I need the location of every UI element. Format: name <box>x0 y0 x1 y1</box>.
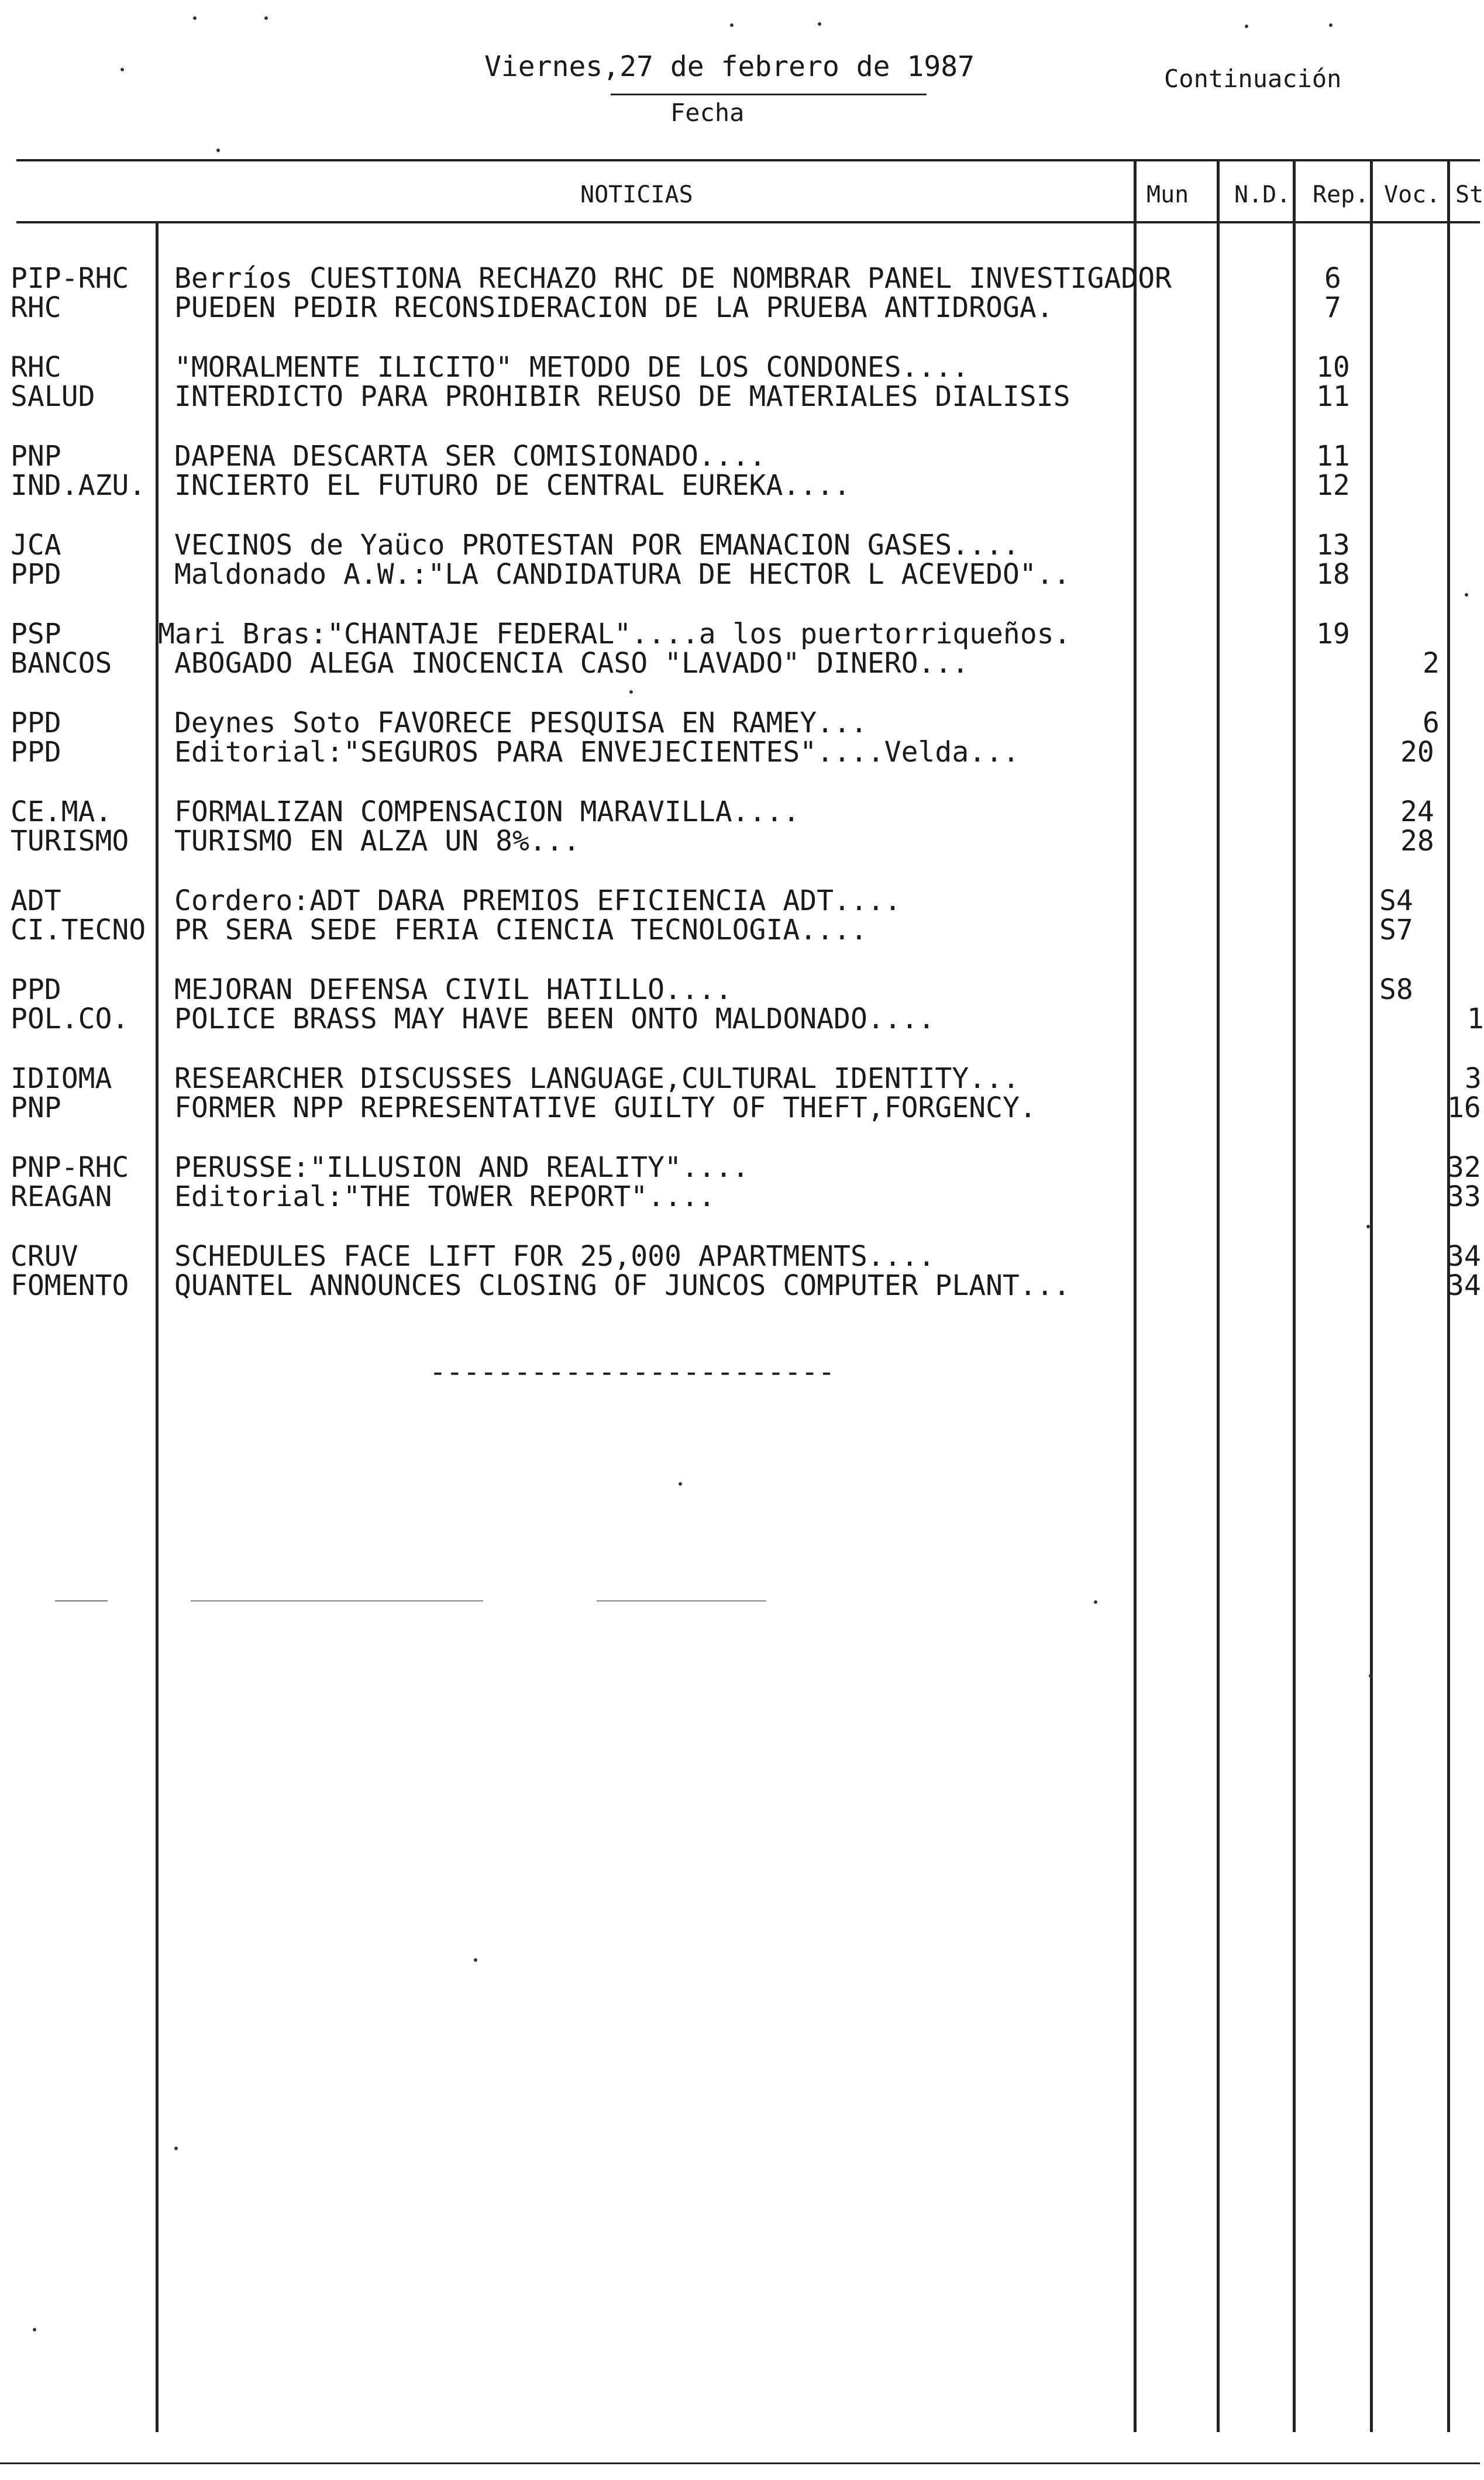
row-category: ADT <box>11 884 61 917</box>
row-category: PNP <box>11 1091 61 1124</box>
row-category: RHC <box>11 291 61 324</box>
row-category: PIP-RHC <box>11 262 129 295</box>
row-headline: Editorial:"SEGUROS PARA ENVEJECIENTES"....Velda... <box>174 736 1020 769</box>
scan-smudge-line <box>597 1600 766 1601</box>
row-headline: PR SERA SEDE FERIA CIENCIA TECNOLOGIA.... <box>174 914 867 946</box>
row-headline: ABOGADO ALEGA INOCENCIA CASO "LAVADO" DINERO... <box>174 647 969 680</box>
scan-speck <box>1245 25 1248 28</box>
row-headline: Deynes Soto FAVORECE PESQUISA EN RAMEY... <box>174 707 867 739</box>
row-headline: Maldonado A.W.:"LA CANDIDATURA DE HECTOR L ACEVEDO".. <box>174 558 1070 591</box>
row-headline: SCHEDULES FACE LIFT FOR 25,000 APARTMENTS.... <box>174 1240 935 1273</box>
end-separator: ------------------------ <box>429 1356 835 1389</box>
row-category: FOMENTO <box>11 1269 129 1302</box>
mun-divider-left <box>1134 159 1137 2432</box>
row-category: BANCOS <box>11 647 112 680</box>
row-voc: S4 <box>1379 884 1413 917</box>
row-category: CI.TECNO <box>11 914 146 946</box>
continuation-label: Continuación <box>1164 64 1342 93</box>
column-voc: Voc. <box>1384 181 1441 208</box>
row-category: SALUD <box>11 380 95 413</box>
row-category: PPD <box>11 736 61 769</box>
scan-speck <box>818 22 821 26</box>
scan-speck <box>264 16 268 20</box>
row-st: 34 <box>1447 1240 1481 1273</box>
nd-divider-left <box>1217 159 1220 2432</box>
row-category: REAGAN <box>11 1180 112 1213</box>
column-nd: N.D. <box>1234 181 1291 208</box>
row-rep: 6 <box>1324 262 1341 295</box>
row-voc: S7 <box>1379 914 1413 946</box>
row-headline: "MORALMENTE ILICITO" METODO DE LOS CONDONES.... <box>174 351 969 384</box>
row-rep: 18 <box>1316 558 1350 591</box>
row-category: PSP <box>11 618 61 650</box>
row-voc: 28 <box>1400 825 1434 857</box>
date-caption: Fecha <box>670 98 745 127</box>
scan-speck <box>216 149 220 152</box>
row-rep: 11 <box>1316 380 1350 413</box>
row-voc: S8 <box>1379 973 1413 1006</box>
row-headline: PUEDEN PEDIR RECONSIDERACION DE LA PRUEBA ANTIDROGA. <box>174 291 1053 324</box>
voc-divider-left <box>1370 159 1373 2432</box>
row-headline: Cordero:ADT DARA PREMIOS EFICIENCIA ADT.... <box>174 884 901 917</box>
row-category: PPD <box>11 707 61 739</box>
table-header-rule <box>16 221 1480 223</box>
scan-smudge-line <box>191 1600 483 1601</box>
row-rep: 12 <box>1316 469 1350 502</box>
row-rep: 10 <box>1316 351 1350 384</box>
row-category: PPD <box>11 558 61 591</box>
row-headline: VECINOS de Yaüco PROTESTAN POR EMANACION GASES.... <box>174 529 1020 562</box>
row-st: 1 <box>1467 1003 1484 1035</box>
row-headline: FORMALIZAN COMPENSACION MARAVILLA.... <box>174 795 800 828</box>
row-headline: PERUSSE:"ILLUSION AND REALITY".... <box>174 1151 749 1184</box>
row-headline: POLICE BRASS MAY HAVE BEEN ONTO MALDONADO.... <box>174 1003 935 1035</box>
scan-speck <box>730 23 734 27</box>
row-headline: TURISMO EN ALZA UN 8%... <box>174 825 580 857</box>
row-headline: Mari Bras:"CHANTAJE FEDERAL"....a los puertorriqueños. <box>158 618 1071 650</box>
scan-speck <box>33 2328 36 2331</box>
scan-speck <box>629 690 633 694</box>
row-category: CE.MA. <box>11 795 112 828</box>
date-title: Viernes,27 de febrero de 1987 <box>484 50 975 83</box>
row-voc: 24 <box>1400 795 1434 828</box>
date-underline <box>611 94 927 95</box>
row-rep: 7 <box>1324 291 1341 324</box>
table-top-rule <box>16 159 1480 161</box>
row-headline: Editorial:"THE TOWER REPORT".... <box>174 1180 715 1213</box>
row-headline: INTERDICTO PARA PROHIBIR REUSO DE MATERIALES DIALISIS <box>174 380 1070 413</box>
scan-speck <box>1094 1600 1097 1604</box>
row-headline: DAPENA DESCARTA SER COMISIONADO.... <box>174 440 766 473</box>
row-st: 33 <box>1447 1180 1481 1213</box>
rep-divider-left <box>1293 159 1296 2432</box>
scan-speck <box>120 68 124 71</box>
scan-speck <box>679 1482 682 1486</box>
scan-smudge-line <box>55 1600 108 1601</box>
scan-speck <box>474 1958 477 1962</box>
row-rep: 11 <box>1316 440 1350 473</box>
row-category: POL.CO. <box>11 1003 129 1035</box>
row-headline: RESEARCHER DISCUSSES LANGUAGE,CULTURAL IDENTITY... <box>174 1062 1020 1095</box>
row-st: 3 <box>1465 1062 1482 1095</box>
scan-speck <box>193 16 197 20</box>
row-headline: Berríos CUESTIONA RECHAZO RHC DE NOMBRAR PANEL INVESTIGADOR <box>174 262 1172 295</box>
row-st: 16 <box>1447 1091 1481 1124</box>
scan-speck <box>1329 23 1332 27</box>
row-voc: 20 <box>1400 736 1434 769</box>
row-st: 34 <box>1447 1269 1481 1302</box>
row-category: CRUV <box>11 1240 78 1273</box>
row-rep: 13 <box>1316 529 1350 562</box>
row-category: TURISMO <box>11 825 129 857</box>
row-category: JCA <box>11 529 61 562</box>
row-category: PNP-RHC <box>11 1151 129 1184</box>
row-category: PPD <box>11 973 61 1006</box>
page-bottom-rule <box>0 2462 1480 2464</box>
column-noticias: NOTICIAS <box>580 181 693 208</box>
row-voc: 2 <box>1423 647 1440 680</box>
row-headline: INCIERTO EL FUTURO DE CENTRAL EUREKA.... <box>174 469 851 502</box>
row-category: IND.AZU. <box>11 469 146 502</box>
row-headline: MEJORAN DEFENSA CIVIL HATILLO.... <box>174 973 732 1006</box>
row-st: 32 <box>1447 1151 1481 1184</box>
scan-speck <box>1366 1225 1370 1228</box>
column-mun: Mun <box>1146 181 1189 208</box>
row-category: PNP <box>11 440 61 473</box>
scan-speck <box>1465 593 1468 597</box>
row-category: RHC <box>11 351 61 384</box>
row-headline: QUANTEL ANNOUNCES CLOSING OF JUNCOS COMPUTER PLANT... <box>174 1269 1070 1302</box>
scan-speck <box>1369 1674 1372 1678</box>
row-category: IDIOMA <box>11 1062 112 1095</box>
category-divider <box>156 221 159 2432</box>
column-rep: Rep. <box>1313 181 1369 208</box>
row-voc: 6 <box>1423 707 1440 739</box>
scan-speck <box>174 2147 178 2150</box>
row-headline: FORMER NPP REPRESENTATIVE GUILTY OF THEFT,FORGENCY. <box>174 1091 1037 1124</box>
row-rep: 19 <box>1316 618 1350 650</box>
column-st: St <box>1455 181 1484 208</box>
